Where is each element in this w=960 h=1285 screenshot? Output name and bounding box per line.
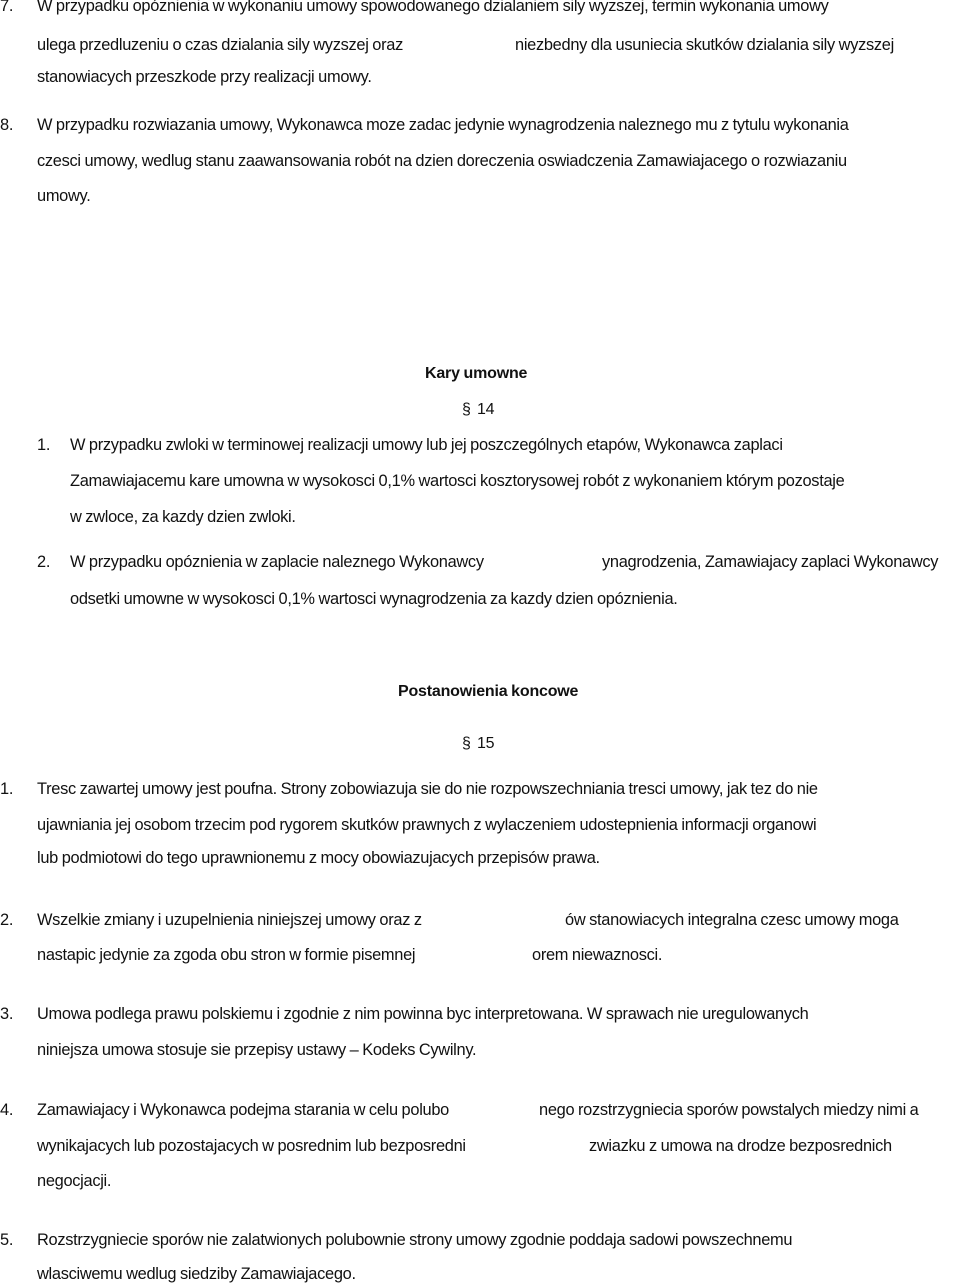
item-text: ujawniania jej osobom trzecim pod rygorem skutków prawnych z wylaczeniem udostepnienia informacji organowi — [37, 816, 817, 834]
item-number: 4. — [0, 1101, 14, 1119]
item-text: wynikajacych lub pozostajacych w posrednim lub bezposredni — [37, 1137, 466, 1155]
item-text: Zamawiajacy i Wykonawca podejma starania w celu polubo — [37, 1101, 449, 1119]
item-text: ynagrodzenia, Zamawiajacy zaplaci Wykonawcy — [602, 553, 939, 571]
item-text: negocjacji. — [37, 1172, 112, 1190]
item-text: orem niewaznosci. — [532, 946, 663, 964]
item-number: 3. — [0, 1005, 14, 1023]
section-sign: § — [462, 401, 471, 418]
p8-text: W przypadku rozwiazania umowy, Wykonawca moze zadac jedynie wynagrodzenia naleznego mu z tytulu wykonania — [37, 116, 849, 134]
item-number: 2. — [0, 911, 14, 929]
item-number: 1. — [0, 780, 14, 798]
p8-text: umowy. — [37, 187, 91, 205]
item-number: 5. — [0, 1231, 14, 1249]
p7-text: W przypadku opóznienia w wykonaniu umowy spowodowanego dzialaniem sily wyzszej, termin wykonania umowy — [37, 0, 829, 15]
item-text: Wszelkie zmiany i uzupelnienia niniejszej umowy oraz z — [37, 911, 422, 929]
p8-number: 8. — [0, 116, 14, 134]
item-text: Umowa podlega prawu polskiemu i zgodnie z nim powinna byc interpretowana. W sprawach nie uregulowanych — [37, 1005, 809, 1023]
item-text: W przypadku opóznienia w zaplacie naleznego Wykonawcy — [70, 553, 484, 571]
p7-number: 7. — [0, 0, 14, 15]
section-heading: Postanowienia koncowe — [398, 683, 579, 700]
p7-text: stanowiacych przeszkode przy realizacji umowy. — [37, 68, 372, 86]
item-text: W przypadku zwloki w terminowej realizacji umowy lub jej poszczególnych etapów, Wykonawca zaplaci — [70, 436, 783, 454]
item-number: 2. — [37, 553, 51, 571]
item-text: nego rozstrzygniecia sporów powstalych miedzy nimi a — [539, 1101, 919, 1119]
item-text: wlasciwemu wedlug siedziby Zamawiajacego. — [37, 1265, 356, 1283]
item-text: ów stanowiacych integralna czesc umowy moga — [565, 911, 899, 929]
item-text: w zwloce, za kazdy dzien zwloki. — [70, 508, 296, 526]
section-number: 15 — [477, 735, 495, 752]
section-heading: Kary umowne — [425, 365, 528, 382]
item-text: Zamawiajacemu kare umowna w wysokosci 0,1% wartosci kosztorysowej robót z wykonaniem którym pozostaje — [70, 472, 845, 490]
p7-text: niezbedny dla usuniecia skutków dzialania sily wyzszej — [515, 36, 894, 54]
item-text: nastapic jedynie za zgoda obu stron w formie pisemnej — [37, 946, 416, 964]
item-text: lub podmiotowi do tego uprawnionemu z mocy obowiazujacych przepisów prawa. — [37, 849, 600, 867]
section-sign: § — [462, 735, 471, 752]
item-text: odsetki umowne w wysokosci 0,1% wartosci wynagrodzenia za kazdy dzien opóznienia. — [70, 590, 678, 608]
item-text: Rozstrzygniecie sporów nie zalatwionych polubownie strony umowy zgodnie poddaja sadowi powszechnemu — [37, 1231, 793, 1249]
p8-text: czesci umowy, wedlug stanu zaawansowania robót na dzien doreczenia oswiadczenia Zamawiajacego o rozwiazaniu — [37, 152, 847, 170]
item-text: Tresc zawartej umowy jest poufna. Strony zobowiazuja sie do nie rozpowszechniania tresci umowy, jak tez do nie — [37, 780, 818, 798]
p7-text: ulega przedluzeniu o czas dzialania sily wyzszej oraz — [37, 36, 403, 54]
item-text: niniejsza umowa stosuje sie przepisy ustawy – Kodeks Cywilny. — [37, 1041, 477, 1059]
section-number: 14 — [477, 401, 495, 418]
item-number: 1. — [37, 436, 51, 454]
item-text: zwiazku z umowa na drodze bezposrednich — [589, 1137, 892, 1155]
